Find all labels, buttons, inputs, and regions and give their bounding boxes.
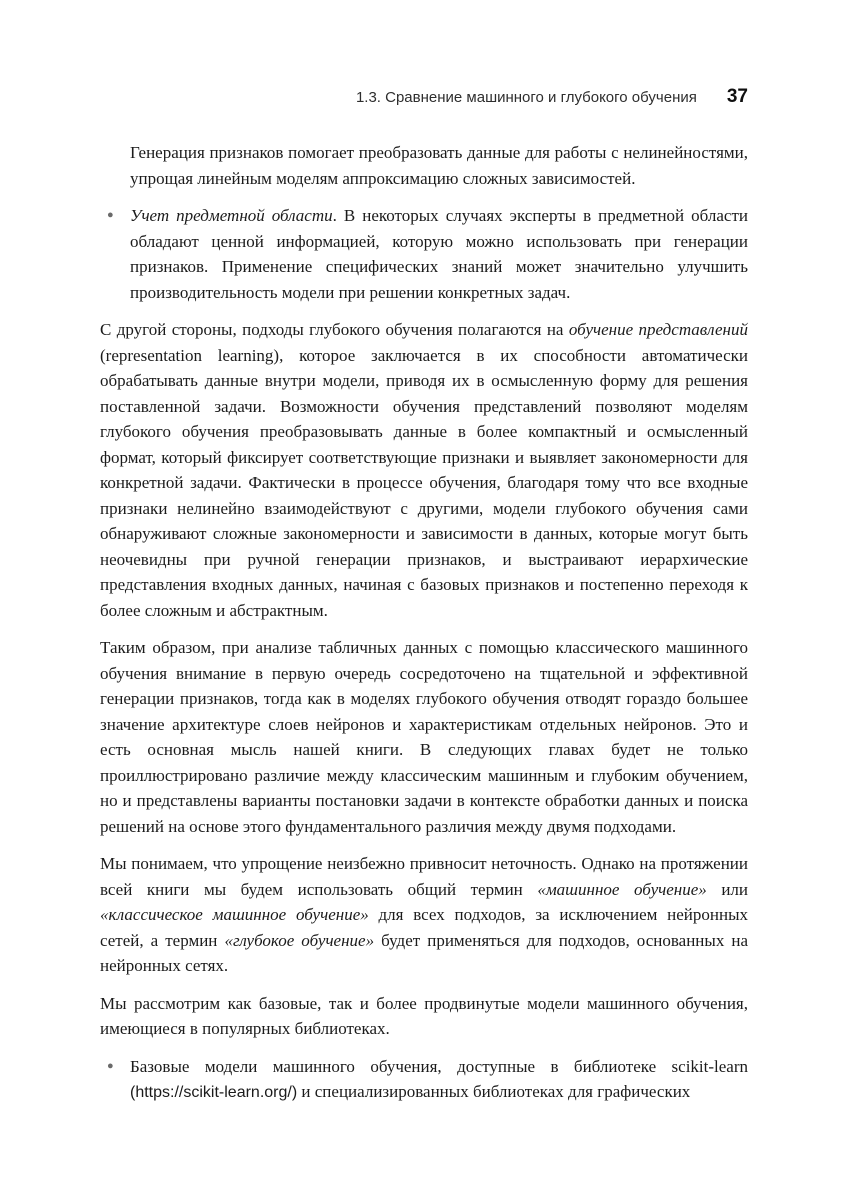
term-machine-learning: «машинное обучение» — [537, 879, 707, 899]
basic-models-segment-1: Базовые модели машинного обучения, доступные в библиотеке scikit-learn — [130, 1056, 748, 1076]
representation-segment-2: (representation learning), которое заключается в их способности автоматически обрабатывать данные внутри модели, приводя их в осмысленную форму для решения поставленной задачи. Возможности обучения представлений позволяют моделям глубокого обучения преобразовывать данные в более компактный и осмысленный формат, который фиксирует соответствующие признаки и выявляет закономерности для конкретной задачи. Фактически в процессе обучения, благодаря тому что все входные признаки нелинейно взаимодействуют с другими, модели глубокого обучения сами обнаруживают сложные закономерности и зависимости в данных, которые могут быть неочевидны при ручной генерации признаков, и выстраивают иерархические представления входных данных, начиная с базовых признаков и постепенно переходя к более сложным и абстрактным. — [100, 345, 748, 620]
paragraph-main-idea: Таким образом, при анализе табличных данных с помощью классического машинного обучения внимание в первую очередь сосредоточено на тщательной и эффективной генерации признаков, тогда как в моделях глубокого обучения отводят гораздо большее значение архитектуре слоев нейронов и характеристикам отдельных нейронов. Это и есть основная мысль нашей книги. В следующих главах будет не только проиллюстрировано различие между классическим машинным и глубоким обучением, но и представлены варианты постановки задачи в контексте обработки данных и поиска решений на основе этого фундаментального различия между двумя подходами. — [100, 638, 748, 836]
representation-term-italic: обучение представлений — [568, 320, 748, 339]
terminology-segment-4: будет применяться для подходов, основанных на нейронных сетях. — [100, 930, 748, 975]
bullet-icon: ● — [107, 209, 114, 221]
paragraph-terminology — [100, 851, 748, 979]
bullet-domain-text — [130, 203, 748, 305]
paragraph-feature-generation-continuation: Генерация признаков помогает преобразовать данные для работы с нелинейностями, упрощая линейным моделям аппроксимацию сложных зависимостей. — [130, 143, 748, 188]
basic-models-segment-2: и специализированных библиотеках для графических — [297, 1082, 691, 1101]
bullet-basic-models-text — [130, 1054, 748, 1106]
bullet-item-domain-knowledge — [100, 203, 748, 305]
bullet-domain-lead: Учет предметной области — [130, 206, 333, 225]
bullet-item-basic-models — [100, 1054, 748, 1106]
bullet-domain-body: . В некоторых случаях эксперты в предметной области обладают ценной информацией, которую можно использовать при генерации признаков. Применение специфических знаний может значительно улучшить производительность модели при решении конкретных задач. — [130, 206, 748, 302]
page-header — [100, 86, 748, 108]
paragraph-models-overview: Мы рассмотрим как базовые, так и более продвинутые модели машинного обучения, имеющиеся в популярных библиотеках. — [100, 993, 748, 1038]
bullet-icon: ● — [107, 1059, 114, 1072]
terminology-segment-1: Мы понимаем, что упрощение неизбежно привносит неточность. Однако на протяжении всей книги мы будем использовать общий термин — [100, 854, 748, 899]
term-classic-machine-learning: «классическое машинное обучение» — [100, 905, 369, 924]
representation-segment-1: С другой стороны, подходы глубокого обучения полагаются на — [100, 320, 569, 339]
page-number: 37 — [726, 86, 748, 107]
scikit-learn-url: (https://scikit-learn.org/) — [130, 1084, 298, 1101]
terminology-segment-3: для всех подходов, за исключением нейронных сетей, а термин — [100, 905, 748, 950]
term-deep-learning: «глубокое обучение» — [224, 930, 375, 950]
running-head-title: 1.3. Сравнение машинного и глубокого обучения — [355, 89, 697, 106]
page-body — [100, 140, 748, 1118]
terminology-segment-2: или — [706, 879, 748, 899]
paragraph-representation-learning — [100, 317, 748, 623]
